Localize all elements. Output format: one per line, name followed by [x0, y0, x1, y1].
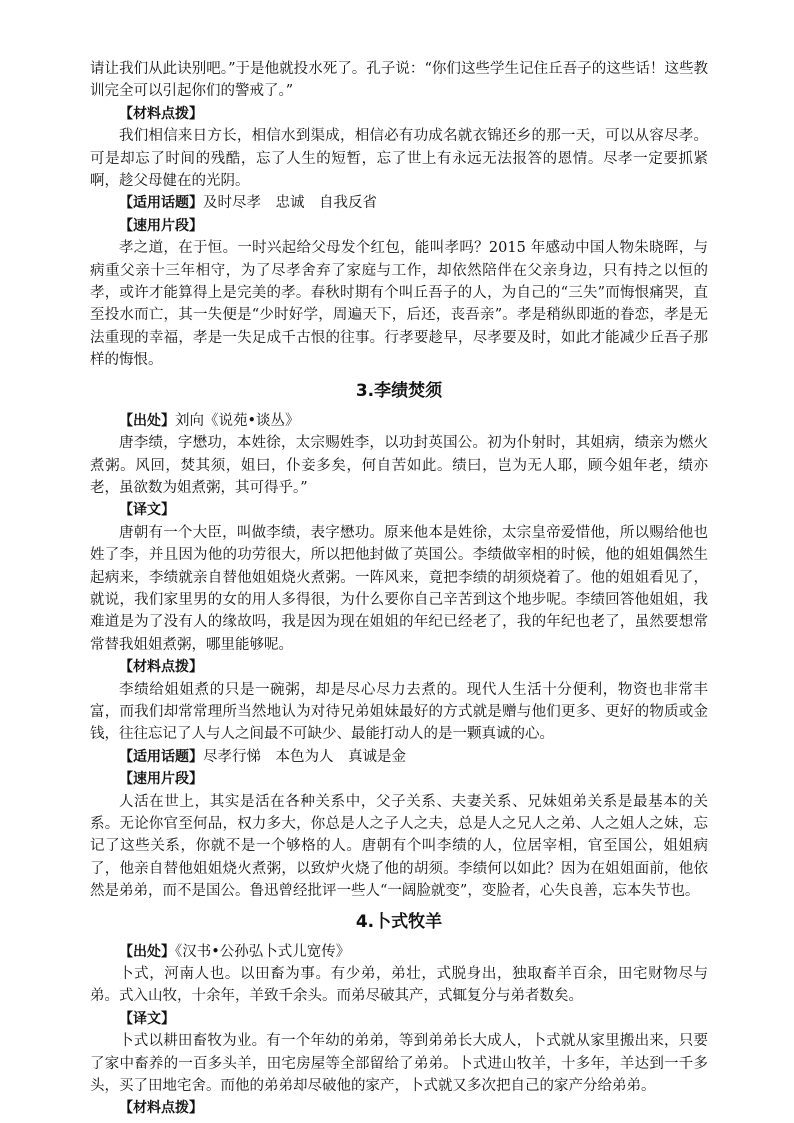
topic-line [90, 192, 708, 214]
snippet-paragraph: 孝之道，在于恒。一时兴起给父母发个红包，能叫孝吗？2015 年感动中国人物朱晓晖，与病重父亲十三年相守，为了尽孝舍弃了家庭与工作，却依然陪伴在父亲身边，只有持之以恒的孝，或许才能算得上是完美的孝。春秋时期有个叫丘吾子的人，为自己的“三失”而悔恨痛哭，直至投水而亡，其一失便是“少时好学，周遍天下，后还，丧吾亲”。孝是稍纵即逝的眷恋，孝是无法重现的幸福，孝是一失足成千古恨的往事。行孝要趁早，尽孝要及时，如此才能减少丘吾子那样的悔恨。 [90, 240, 708, 369]
snippet-tag-label: 【速用片段】 [119, 217, 203, 234]
material-tag-3 [90, 656, 708, 678]
source-line-4 [90, 941, 708, 963]
material-tag-4 [90, 1097, 708, 1119]
material-paragraph-3: 李绩给姐姐煮的只是一碗粥，却是尽心尽力去煮的。现代人生活十分便利，物资也非常丰富，而我们却常常理所当然地认为对待兄弟姐妹最好的方式就是赠与他们更多、更好的物质或金钱，往往忘记了人与人之间最不可缺少、最能打动人的是一颗真诚的心。 [90, 681, 708, 743]
material-tag-label: 【材料点拨】 [119, 105, 203, 122]
translation-tag-4 [90, 1008, 708, 1030]
source-tag-label-3: 【出处】 [119, 412, 175, 429]
section-heading-3: 3.李绩焚须 [355, 380, 443, 401]
topic-tag-label: 【适用话题】 [119, 195, 203, 212]
original-text-3: 唐李绩，字懋功，本姓徐，太宗赐姓李，以功封英国公。初为仆射时，其姐病，绩亲为燃火煮粥。风回，焚其须，姐曰，仆妾多矣，何自苦如此。绩曰，岂为无人耶，顾今姐年老，绩亦老，虽欲数为姐煮粥，其可得乎。” [90, 435, 708, 496]
material-tag-label-4: 【材料点拨】 [119, 1100, 203, 1117]
snippet-tag-label-3: 【速用片段】 [119, 771, 203, 788]
snippet-tag-3 [90, 768, 708, 790]
topic-line-3 [90, 746, 708, 768]
material-tag-label-3: 【材料点拨】 [119, 659, 203, 676]
translation-tag-3 [90, 499, 708, 521]
section-heading-4: 4.卜式牧羊 [355, 911, 443, 932]
translation-paragraph-3: 唐朝有一个大臣，叫做李绩，表字懋功。原来他本是姓徐，太宗皇帝爱惜他，所以赐给他也姓了李，并且因为他的功劳很大，所以把他封做了英国公。李绩做宰相的时候，他的姐姐偶然生起病来，李绩就亲自替他姐姐烧火煮粥。一阵风来，竟把李绩的胡须烧着了。他的姐姐看见了，就说，我们家里男的女的用人多得很，为什么要你自己辛苦到这个地步呢。李绩回答他姐姐，我难道是为了没有人的缘故吗，我是因为现在姐姐的年纪已经老了，我的年纪也老了，虽然要想常常替我姐姐煮粥，哪里能够呢。 [90, 524, 708, 653]
document-page [90, 58, 708, 1120]
material-paragraph: 我们相信来日方长，相信水到渠成，相信必有功成名就衣锦还乡的那一天，可以从容尽孝。可是却忘了时间的残酷，忘了人生的短暂，忘了世上有永远无法报答的恩情。尽孝一定要抓紧啊，趁父母健在的光阴。 [90, 128, 708, 190]
translation-paragraph-4: 卜式以耕田畜牧为业。有一个年幼的弟弟，等到弟弟长大成人，卜式就从家里搬出来，只要了家中畜养的一百多头羊，田宅房屋等全部留给了弟弟。卜式进山牧羊，十多年，羊达到一千多头，买了田地宅舍。而他的弟弟却尽破他的家产，卜式就又多次把自己的家产分给弟弟。 [90, 1033, 708, 1095]
source-tag-label-4: 【出处】 [119, 943, 175, 960]
topic-text-3: 尽孝行悌 本色为人 真诚是金 [203, 748, 406, 765]
source-text-3: 刘向《说苑•谈丛》 [175, 412, 300, 429]
material-tag [90, 103, 708, 125]
topic-tag-label-3: 【适用话题】 [119, 748, 203, 765]
source-text-4: 《汉书•公孙弘卜式儿宽传》 [175, 943, 351, 960]
translation-tag-label-3: 【译文】 [119, 502, 175, 519]
source-line-3 [90, 410, 708, 432]
original-text-4: 卜式，河南人也。以田畜为事。有少弟，弟壮，式脱身出，独取畜羊百余，田宅财物尽与弟。式入山牧，十余年，羊致千余头。而弟尽破其产，式辄复分与弟者数矣。 [90, 966, 708, 1005]
translation-tag-label-4: 【译文】 [119, 1010, 175, 1027]
topic-text: 及时尽孝 忠诚 自我反省 [203, 195, 377, 212]
continuation-paragraph: 请让我们从此诀别吧。”于是他就投水死了。孔子说：“你们这些学生记住丘吾子的这些话！这些教训完全可以引起你们的警戒了。” [90, 61, 708, 100]
snippet-paragraph-3: 人活在世上，其实是活在各种关系中，父子关系、夫妻关系、兄妹姐弟关系是最基本的关系。无论你官至何品，权力多大，你总是人之子人之夫，总是人之兄人之弟、人之姐人之妹，忘记了这些关系，你就不是一个够格的人。唐朝有个叫李绩的人，位居宰相，官至国公，姐姐病了，他亲自替他姐姐烧火煮粥，以致炉火烧了他的胡须。李绩何以如此？因为在姐姐面前，他依然是弟弟，而不是国公。鲁迅曾经批评一些人“一阔脸就变”，变脸者，心失良善，忘本失节也。 [90, 793, 708, 900]
snippet-tag [90, 215, 708, 237]
